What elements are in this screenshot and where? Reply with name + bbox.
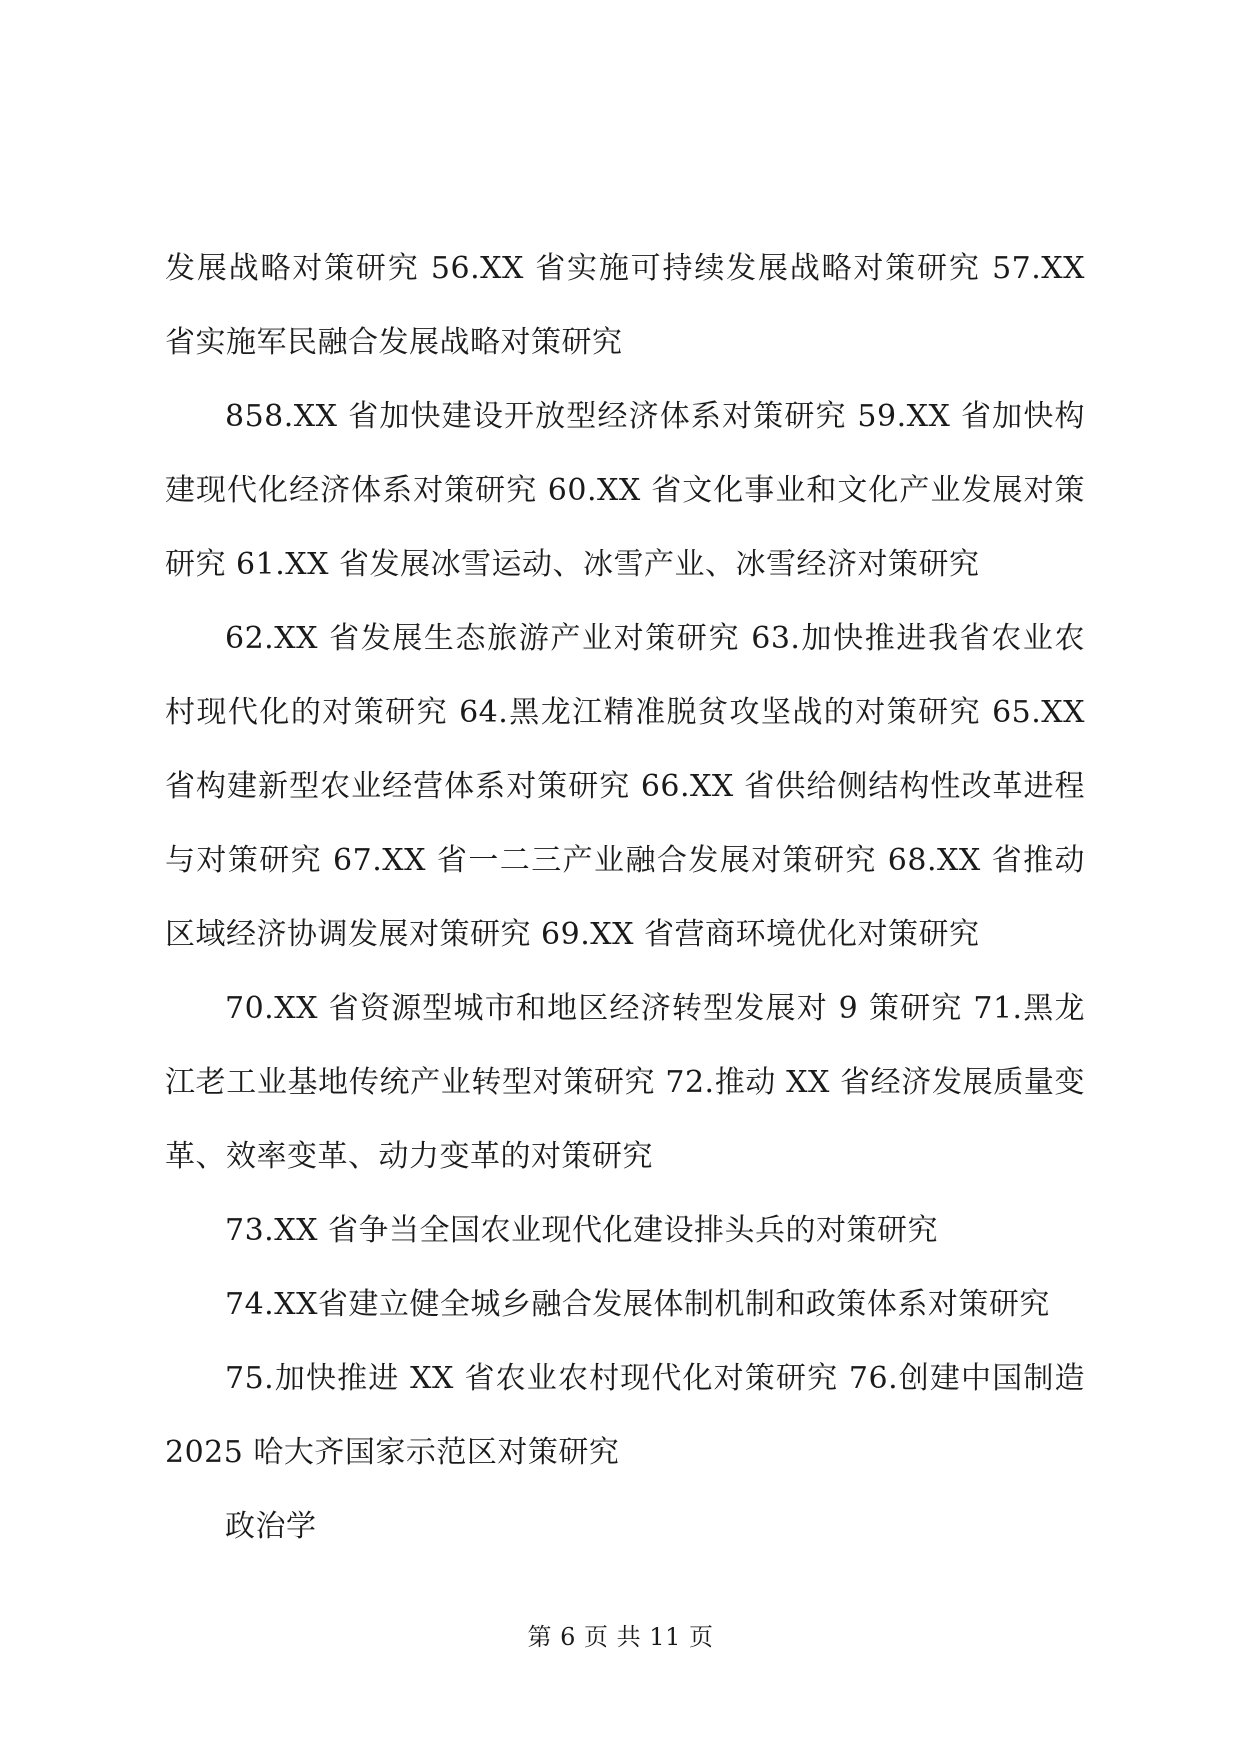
paragraph: 73.XX 省争当全国农业现代化建设排头兵的对策研究 [225, 1213, 938, 1248]
paragraph: 发展战略对策研究 56.XX 省实施可持续发展战略对策研究 57.XX 省实施军民融合发展战略对策研究 [165, 251, 1085, 360]
paragraph: 70.XX 省资源型城市和地区经济转型发展对 9 策研究 71.黑龙江老工业基地传统产业转型对策研究 72.推动 XX 省经济发展质量变革、效率变革、动力变革的对策研究 [165, 991, 1085, 1174]
paragraph: 62.XX 省发展生态旅游产业对策研究 63.加快推进我省农业农村现代化的对策研究 64.黑龙江精准脱贫攻坚战的对策研究 65.XX 省构建新型农业经营体系对策研究 66.XX 省供给侧结构性改革进程与对策研究 67.XX 省一二三产业融合发展对策研究 68.XX 省推动区域经济协调发展对策研究 69.XX 省营商环境优化对策研究 [165, 621, 1085, 952]
paragraph: 75.加快推进 XX 省农业农村现代化对策研究 76.创建中国制造 2025 哈大齐国家示范区对策研究 [165, 1361, 1085, 1470]
document-body [165, 232, 1085, 1564]
page-number-footer: 第 6 页 共 11 页 [527, 1623, 714, 1651]
paragraph: 858.XX 省加快建设开放型经济体系对策研究 59.XX 省加快构建现代化经济体系对策研究 60.XX 省文化事业和文化产业发展对策研究 61.XX 省发展冰雪运动、冰雪产业、冰雪经济对策研究 [165, 399, 1085, 582]
paragraph: 74.XX省建立健全城乡融合发展体制机制和政策体系对策研究 [225, 1287, 1050, 1322]
section-heading: 政治学 [225, 1509, 317, 1544]
